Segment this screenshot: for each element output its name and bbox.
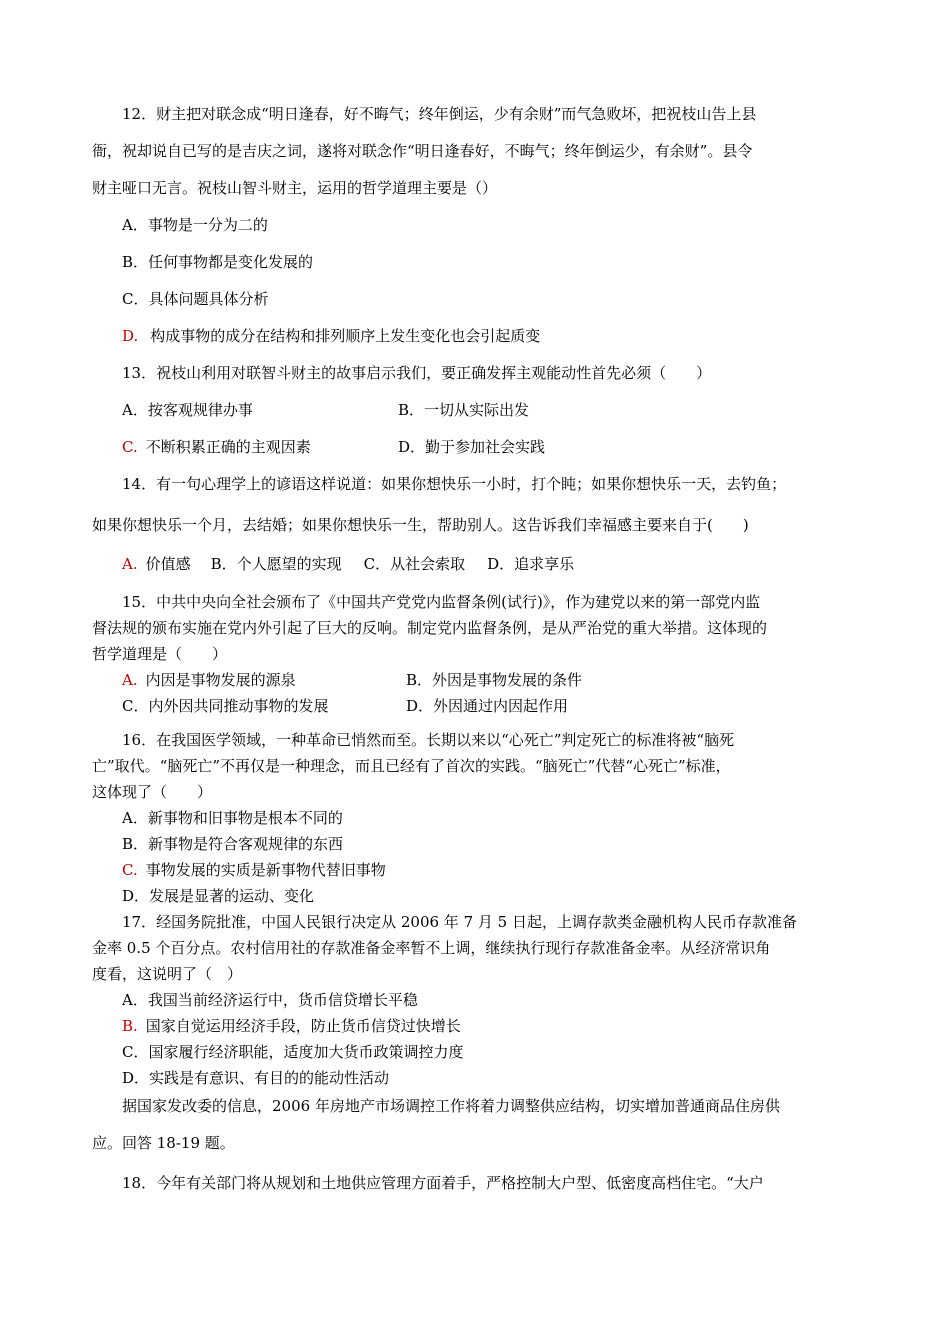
question-15-options-row-1 bbox=[92, 667, 862, 693]
question-13-options-row-1 bbox=[92, 392, 862, 429]
answer-letter: A. bbox=[122, 555, 138, 573]
question-17 bbox=[92, 909, 862, 1091]
question-13-stem: 13．祝枝山利用对联智斗财主的故事启示我们，要正确发挥主观能动性首先必须（ ） bbox=[122, 364, 712, 382]
question-17-option-d: D．实践是有意识、有目的的能动性活动 bbox=[122, 1069, 390, 1087]
question-14 bbox=[92, 466, 862, 581]
intro-line-2: 应。回答 18-19 题。 bbox=[92, 1134, 235, 1152]
question-16 bbox=[92, 727, 862, 909]
option-text: 事物发展的实质是新事物代替旧事物 bbox=[145, 861, 386, 879]
question-15-stem-line-2: 督法规的颁布实施在党内外引起了巨大的反响。制定党内监督条例，是从严治党的重大举措。这体现的 bbox=[92, 619, 768, 637]
question-16-stem-line-2: 亡”取代。“脑死亡”不再仅是一种理念，而且已经有了首次的实践。“脑死亡”代替“心死亡”标准， bbox=[92, 757, 731, 775]
option-text: 不断积累正确的主观因素 bbox=[145, 438, 311, 456]
question-12-stem-line-3: 财主哑口无言。祝枝山智斗财主，运用的哲学道理主要是（） bbox=[92, 179, 498, 197]
question-12-option-c: C．具体问题具体分析 bbox=[122, 290, 269, 308]
question-17-stem-line-1: 17．经国务院批准，中国人民银行决定从 2006 年 7 月 5 日起，上调存款类金融机构人民币存款准备 bbox=[122, 913, 797, 931]
question-15-stem-line-1: 15．中共中央向全社会颁布了《中国共产党党内监督条例(试行)》，作为建党以来的第一部党内监 bbox=[122, 593, 761, 611]
question-17-option-c: C．国家履行经济职能，适度加大货币政策调控力度 bbox=[122, 1043, 464, 1061]
question-15-stem-line-3: 哲学道理是（ ） bbox=[92, 645, 228, 663]
question-16-option-c bbox=[92, 857, 862, 883]
question-13-option-b: B．一切从实际出发 bbox=[398, 401, 530, 419]
option-text: 构成事物的成分在结构和排列顺序上发生变化也会引起质变 bbox=[150, 327, 541, 345]
question-13-option-d: D．勤于参加社会实践 bbox=[398, 438, 546, 456]
question-15 bbox=[92, 589, 862, 719]
question-12 bbox=[92, 96, 862, 355]
question-14-option-b: B．个人愿望的实现 bbox=[210, 555, 342, 573]
option-text: 国家自觉运用经济手段，防止货币信贷过快增长 bbox=[145, 1017, 461, 1035]
question-18 bbox=[92, 1165, 862, 1202]
question-13-options-row-2 bbox=[92, 429, 862, 466]
question-15-option-a bbox=[122, 667, 406, 693]
option-text: 价值感 bbox=[145, 555, 191, 573]
question-16-stem-line-1: 16．在我国医学领域，一种革命已悄然而至。长期以来以“心死亡”判定死亡的标准将被“脑死 bbox=[122, 731, 735, 749]
question-17-option-b bbox=[92, 1013, 862, 1039]
question-12-option-a: A．事物是一分为二的 bbox=[122, 216, 268, 234]
intro-line-1: 据国家发改委的信息，2006 年房地产市场调控工作将着力调整供应结构，切实增加普通商品住房供 bbox=[122, 1097, 780, 1115]
question-14-stem-line-1: 14．有一句心理学上的谚语这样说道：如果你想快乐一小时，打个盹；如果你想快乐一天，去钓鱼； bbox=[122, 475, 787, 493]
answer-letter: B. bbox=[122, 1017, 138, 1035]
question-16-option-a: A．新事物和旧事物是根本不同的 bbox=[122, 809, 343, 827]
question-14-option-a bbox=[122, 547, 191, 581]
question-16-option-b: B．新事物是符合客观规律的东西 bbox=[122, 835, 344, 853]
question-14-option-c: C．从社会索取 bbox=[363, 555, 466, 573]
answer-letter: C. bbox=[122, 438, 138, 456]
question-16-option-d: D．发展是显著的运动、变化 bbox=[122, 887, 315, 905]
question-13-option-c bbox=[122, 429, 398, 466]
answer-letter: D. bbox=[122, 327, 139, 345]
question-12-stem-line-2: 衙，祝却说自已写的是吉庆之词，遂将对联念作“明日逢春好，不晦气；终年倒运少，有余财”。县令 bbox=[92, 142, 753, 160]
option-text: 内因是事物发展的源泉 bbox=[145, 671, 296, 689]
question-17-option-a: A．我国当前经济运行中，货币信贷增长平稳 bbox=[122, 991, 418, 1009]
question-15-option-b: B．外因是事物发展的条件 bbox=[406, 671, 583, 689]
question-12-option-b: B．任何事物都是变化发展的 bbox=[122, 253, 314, 271]
question-14-stem-line-2: 如果你想快乐一个月，去结婚；如果你想快乐一生，帮助别人。这告诉我们幸福感主要来自于( ) bbox=[92, 516, 749, 534]
intro-18-19 bbox=[92, 1091, 862, 1165]
question-15-option-c: C．内外因共同推动事物的发展 bbox=[122, 697, 329, 715]
question-13 bbox=[92, 355, 862, 466]
answer-letter: C. bbox=[122, 861, 138, 879]
question-14-option-d: D．追求享乐 bbox=[487, 555, 575, 573]
question-15-options-row-2 bbox=[92, 693, 862, 719]
question-12-option-d bbox=[92, 318, 862, 355]
question-15-option-d: D．外因通过内因起作用 bbox=[406, 697, 569, 715]
question-14-options-row bbox=[92, 547, 862, 581]
question-16-stem-line-3: 这体现了（ ） bbox=[92, 783, 213, 801]
question-12-stem-line-1: 12．财主把对联念成“明日逢春，好不晦气；终年倒运，少有余财”而气急败坏，把祝枝山告上县 bbox=[122, 105, 757, 123]
question-17-stem-line-3: 度看，这说明了（ ） bbox=[92, 965, 243, 983]
question-13-option-a: A．按客观规律办事 bbox=[122, 401, 253, 419]
question-18-stem-line-1: 18．今年有关部门将从规划和土地供应管理方面着手，严格控制大户型、低密度高档住宅。“大户 bbox=[122, 1174, 764, 1192]
answer-letter: A. bbox=[122, 671, 138, 689]
question-17-stem-line-2: 金率 0.5 个百分点。农村信用社的存款准备金率暂不上调，继续执行现行存款准备金率。从经济常识角 bbox=[92, 939, 771, 957]
